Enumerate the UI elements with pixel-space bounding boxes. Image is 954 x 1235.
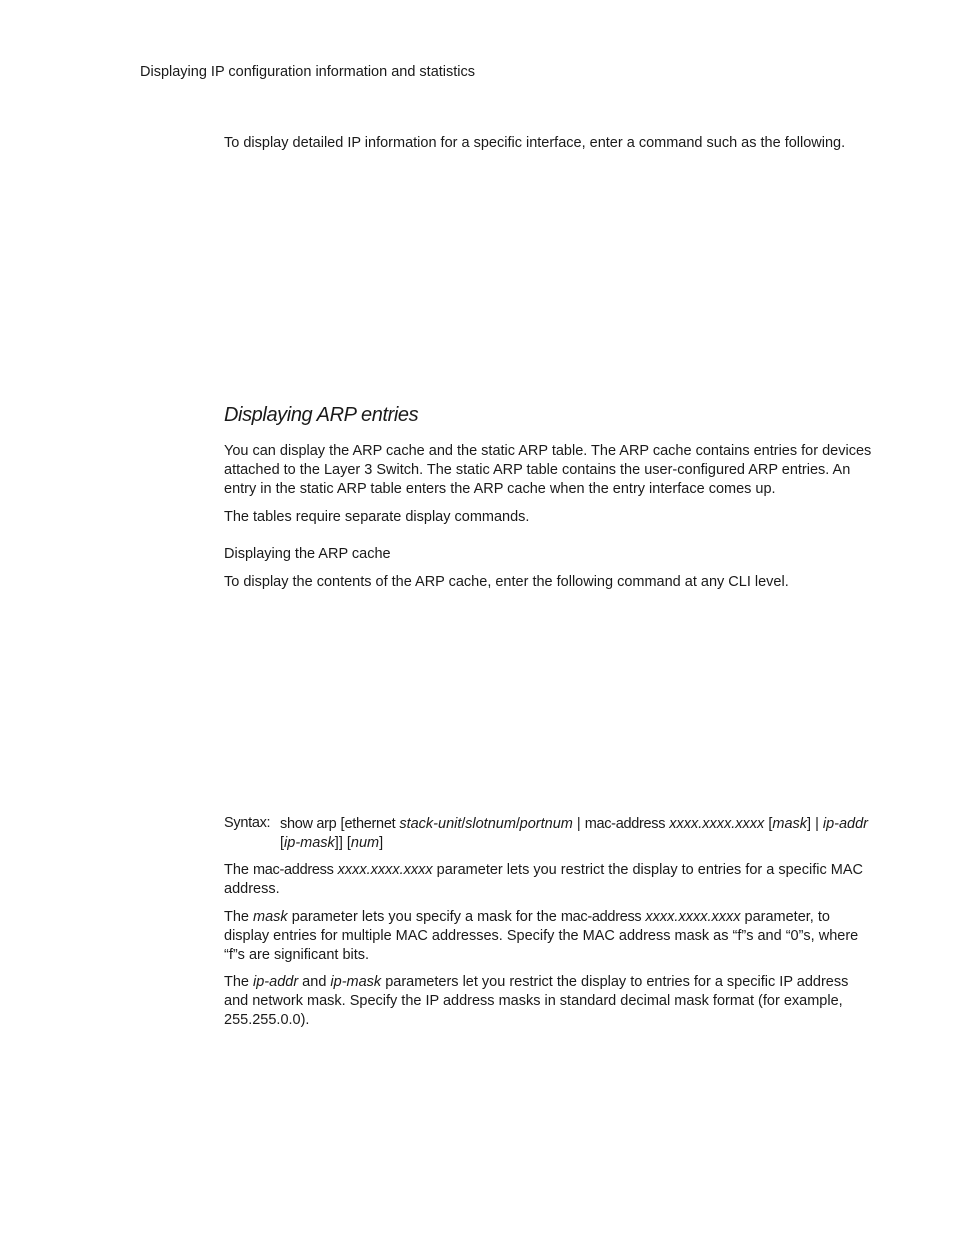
syntax-line [280, 815, 874, 853]
syntax-text: ] | [807, 816, 823, 832]
syntax-variable: mask [772, 816, 808, 832]
syntax-variable: slotnum [465, 816, 516, 832]
syntax-command: show arp [280, 816, 337, 832]
desc-text: The [224, 974, 254, 990]
running-header: Displaying IP configuration information and statistics [140, 64, 476, 80]
desc-text: parameters let you restrict the display to entries for a specific IP address and network mask. Specify the IP address masks in standard decimal mask format (for example, 255.255.0.0). [224, 974, 849, 1028]
desc-variable: mask [253, 909, 288, 925]
desc-text: parameter lets you specify a mask for the [287, 909, 561, 925]
syntax-variable: ip-mask [284, 835, 335, 851]
syntax-label: Syntax: [224, 815, 271, 831]
syntax-variable: stack-unit [399, 816, 462, 832]
desc-keyword: mac-address [560, 909, 642, 925]
subsection-heading: Displaying the ARP cache [224, 546, 391, 562]
syntax-variable: xxxx.xxxx.xxxx [669, 816, 765, 832]
ip-address-description [224, 973, 874, 1030]
desc-variable: ip-addr [253, 974, 299, 990]
intro-paragraph: To display detailed IP information for a specific interface, enter a command such as the following. [224, 135, 846, 151]
syntax-text: / [461, 816, 466, 832]
syntax-variable: ip-addr [822, 816, 869, 832]
syntax-keyword: ethernet [344, 816, 396, 832]
syntax-text: [ [336, 816, 345, 832]
syntax-text: | [572, 816, 585, 832]
section-paragraph-1: You can display the ARP cache and the static ARP table. The ARP cache contains entries for devices attached to the Layer 3 Switch. The static ARP table contains the user-configured ARP entries. An entry in the static ARP table enters the ARP cache when the entry interface comes up. [224, 443, 872, 497]
desc-text: The [224, 909, 254, 925]
desc-text: parameter, to display entries for multiple MAC addresses. Specify the MAC address mask as “f”s and “0”s, where “f”s are significant bits. [224, 909, 859, 963]
mask-description [224, 908, 874, 965]
syntax-variable: portnum [519, 816, 573, 832]
mac-address-description [224, 861, 874, 899]
desc-text: parameter lets you restrict the display to entries for a specific MAC address. [224, 862, 863, 897]
syntax-text: / [515, 816, 520, 832]
syntax-text: [ [280, 835, 285, 851]
desc-keyword: mac-address [253, 862, 334, 878]
section-paragraph-2: The tables require separate display commands. [224, 509, 530, 525]
subsection-paragraph: To display the contents of the ARP cache, enter the following command at any CLI level. [224, 574, 789, 590]
desc-variable: xxxx.xxxx.xxxx [645, 909, 741, 925]
syntax-text: ] [379, 835, 384, 851]
syntax-text: ]] [ [334, 835, 351, 851]
section-heading: Displaying ARP entries [224, 404, 419, 426]
desc-variable: xxxx.xxxx.xxxx [337, 862, 433, 878]
desc-text: The [224, 862, 254, 878]
syntax-text: [ [764, 816, 773, 832]
syntax-keyword: mac-address [584, 816, 666, 832]
desc-text: and [298, 974, 331, 990]
desc-variable: ip-mask [330, 974, 382, 990]
syntax-variable: num [350, 835, 380, 851]
